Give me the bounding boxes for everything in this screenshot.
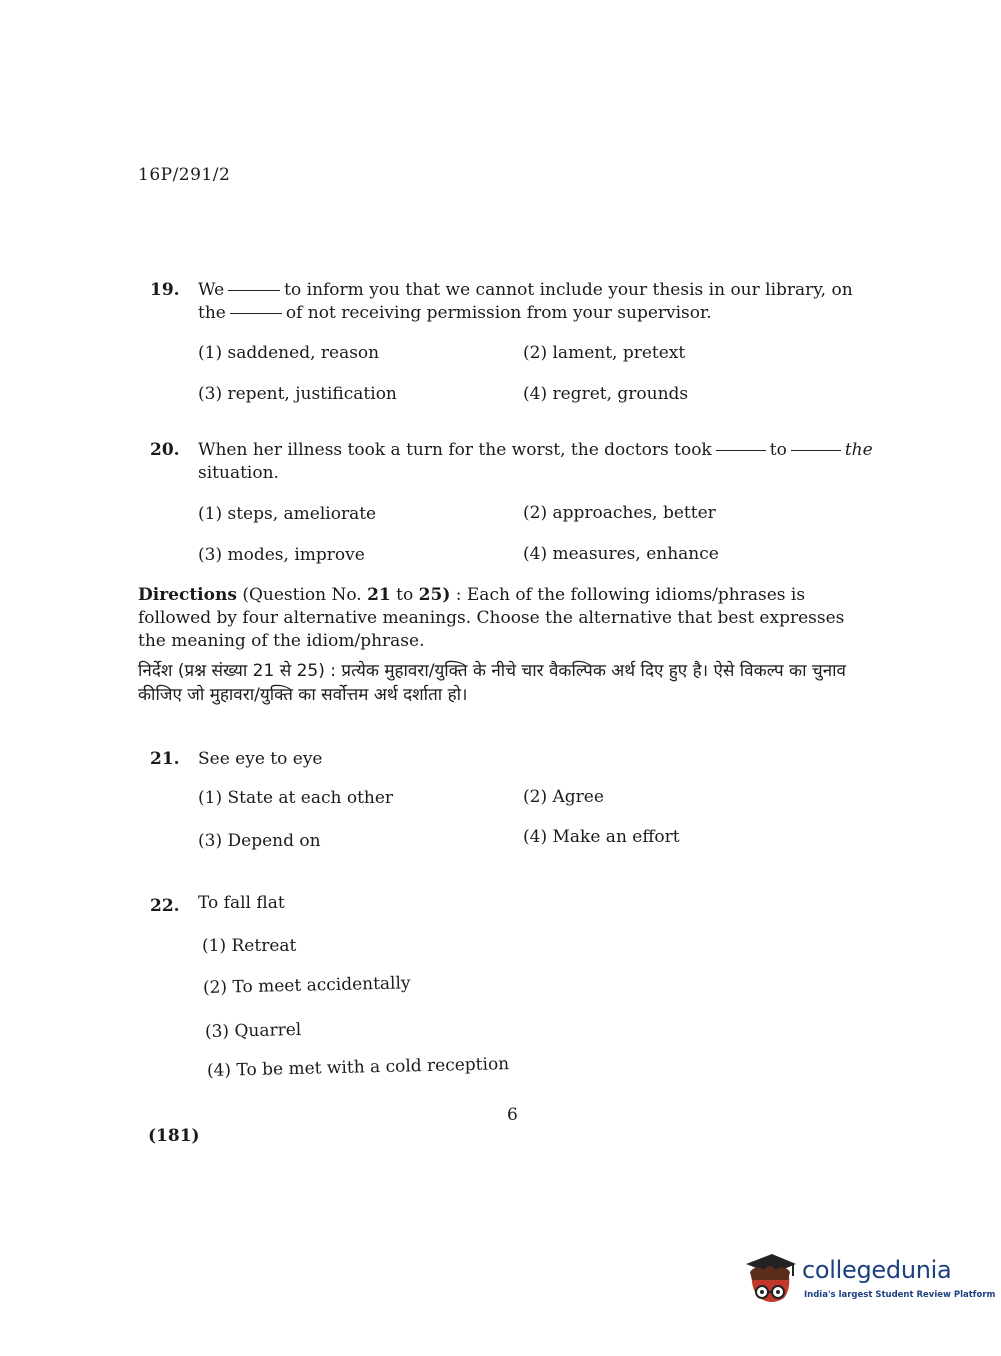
directions-hindi: निर्देश (प्रश्न संख्या 21 से 25) : प्रत्येक मुहावरा/युक्ति के नीचे चार वैकल्पिक अर्थ दिए हुए है। ऐसे विकल्प का चुनाव कीजिए जो मुहावरा/युक्ति का सर्वोत्तम अर्थ दर्शाता हो। <box>138 661 846 705</box>
text-fragment: We <box>198 280 225 300</box>
option-2: (2) lament, pretext <box>523 343 686 363</box>
collegedunia-logo <box>742 1250 996 1310</box>
question-text-line-1 <box>198 440 873 460</box>
blank-line <box>716 450 766 451</box>
blank-line <box>228 290 280 291</box>
question-number: 22. <box>150 896 180 916</box>
option-3: (3) Quarrel <box>204 1019 302 1042</box>
option-4: (4) measures, enhance <box>523 544 719 564</box>
option-2: (2) approaches, better <box>523 503 716 523</box>
question-text: See eye to eye <box>198 749 323 769</box>
question-text-line-2: situation. <box>198 463 279 483</box>
logo-wordmark: collegedunia <box>802 1256 952 1284</box>
directions-label: Directions <box>138 585 237 605</box>
blank-line <box>230 313 282 314</box>
option-1: (1) Retreat <box>202 936 297 956</box>
mascot-icon <box>742 1250 800 1310</box>
text-fragment: of not receiving permission from your supervisor. <box>285 303 712 323</box>
page-number: 6 <box>507 1105 518 1125</box>
text-fragment: the <box>844 440 873 460</box>
text-fragment: to <box>396 585 414 605</box>
option-4: (4) regret, grounds <box>523 384 689 404</box>
option-1: (1) State at each other <box>198 788 394 808</box>
text-fragment: to inform you that we cannot include your thesis in our library, on <box>284 280 853 300</box>
question-text-line-2 <box>198 303 712 323</box>
question-number: 21. <box>150 749 180 769</box>
option-2: (2) Agree <box>523 787 604 807</box>
option-3: (3) modes, improve <box>198 545 365 565</box>
text-fragment: to <box>769 440 787 460</box>
footer-code: (181) <box>148 1126 200 1146</box>
option-4: (4) To be met with a cold reception <box>206 1054 510 1081</box>
option-3: (3) repent, justification <box>198 384 397 404</box>
range-from: 21 <box>367 585 391 605</box>
question-text-line-1 <box>198 280 853 300</box>
directions-english <box>138 584 870 653</box>
logo-tagline: India's largest Student Review Platform <box>804 1290 996 1300</box>
question-number: 19. <box>150 280 180 300</box>
text-fragment: the <box>198 303 226 323</box>
option-1: (1) steps, ameliorate <box>198 504 377 524</box>
range-to: 25) <box>418 585 451 605</box>
text-fragment: (Question No. <box>242 585 362 605</box>
option-1: (1) saddened, reason <box>198 343 380 363</box>
directions-text: : Each of the following idioms/phrases is followed by four alternative meanings. Choose the alternative that best expresses the meaning of the idiom/phrase. <box>138 585 845 651</box>
paper-code: 16P/291/2 <box>138 165 231 185</box>
option-2: (2) To meet accidentally <box>202 973 411 998</box>
option-4: (4) Make an effort <box>523 827 680 847</box>
question-number: 20. <box>150 440 180 460</box>
blank-line <box>791 450 841 451</box>
text-fragment: When her illness took a turn for the worst, the doctors took <box>198 440 712 460</box>
option-3: (3) Depend on <box>198 831 321 851</box>
question-text: To fall flat <box>198 893 285 913</box>
